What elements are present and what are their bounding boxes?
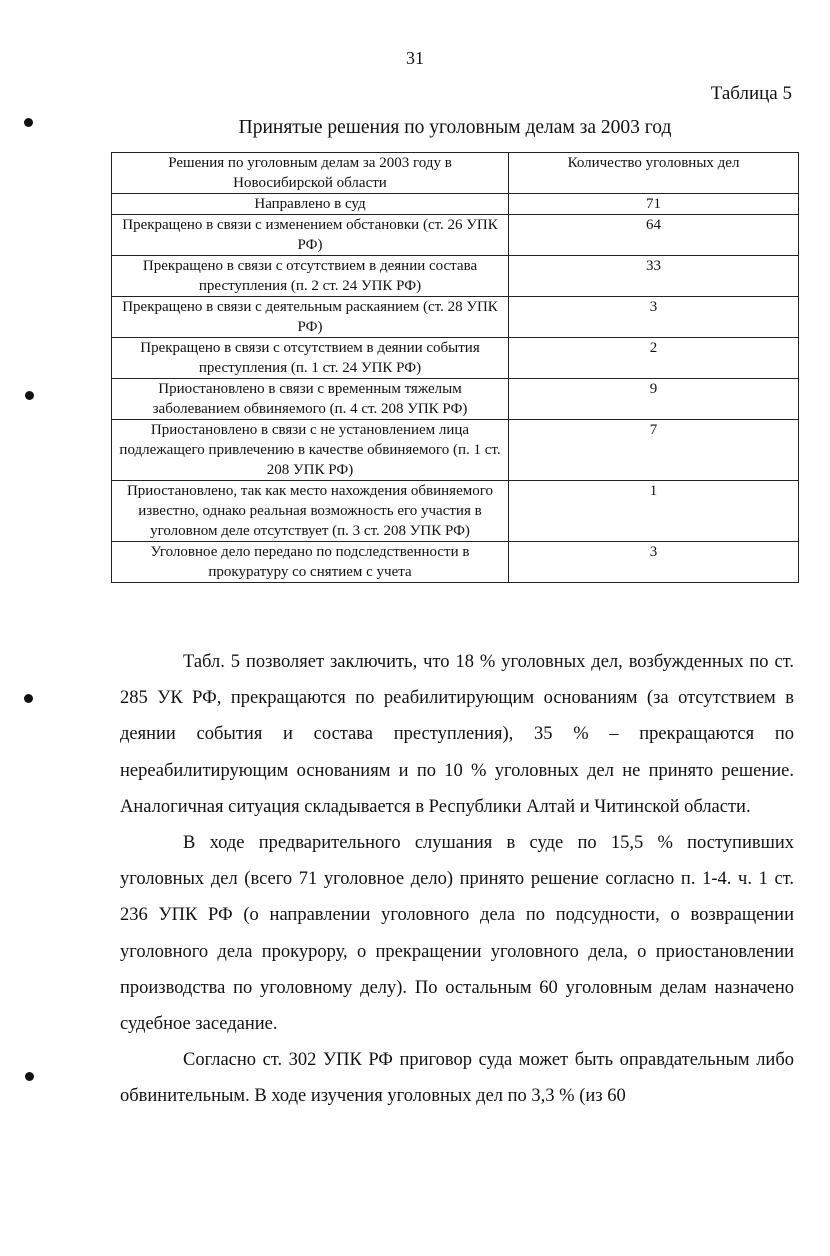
- paragraph: Согласно ст. 302 УПК РФ приговор суда может быть оправдательным либо обвинительным. В ходе изучения уголовных дел по 3,3 % (из 60: [120, 1050, 794, 1107]
- row-count: 64: [509, 215, 799, 256]
- row-decision: Приостановлено, так как место нахождения обвиняемого известно, однако реальная возможность его участия в уголовном деле отсутствует (п. 3 ст. 208 УПК РФ): [112, 481, 509, 542]
- row-decision: Прекращено в связи с отсутствием в деянии состава преступления (п. 2 ст. 24 УПК РФ): [112, 256, 509, 297]
- row-decision: Приостановлено в связи с временным тяжелым заболеванием обвиняемого (п. 4 ст. 208 УПК РФ): [112, 379, 509, 420]
- row-count: 7: [509, 420, 799, 481]
- row-decision: Прекращено в связи с деятельным раскаянием (ст. 28 УПК РФ): [112, 297, 509, 338]
- decisions-table: [111, 152, 799, 583]
- binding-hole-mark: [24, 118, 33, 127]
- table-header-row: [112, 153, 799, 194]
- table-title: Принятые решения по уголовным делам за 2003 год: [238, 117, 672, 138]
- table-row: [112, 215, 799, 256]
- binding-hole-mark: [25, 391, 34, 400]
- table-row: [112, 420, 799, 481]
- row-count: 3: [509, 542, 799, 583]
- row-decision: Направлено в суд: [112, 194, 509, 215]
- row-count: 71: [509, 194, 799, 215]
- table-row: [112, 297, 799, 338]
- row-count: 9: [509, 379, 799, 420]
- paragraph: Табл. 5 позволяет заключить, что 18 % уголовных дел, возбужденных по ст. 285 УК РФ, прекращаются по реабилитирующим основаниям (за отсутствием в деянии события и состава преступления), 35 % – прекращаются по нереабилитирующим основаниям и по 10 % уголовных дел не принято решение. Аналогичная ситуация складывается в Республики Алтай и Читинской области.: [120, 652, 794, 817]
- header-count: Количество уголовных дел: [509, 153, 799, 194]
- header-decisions: Решения по уголовным делам за 2003 году в Новосибирской области: [112, 153, 509, 194]
- table-row: [112, 379, 799, 420]
- table-row: [112, 338, 799, 379]
- paragraph: В ходе предварительного слушания в суде по 15,5 % поступивших уголовных дел (всего 71 уголовное дело) принято решение согласно п. 1-4. ч. 1 ст. 236 УПК РФ (о направлении уголовного дела по подсудности, о возвращении уголовного дела прокурору, о прекращении уголовного дела, о приостановлении производства по уголовному делу). По остальным 60 уголовным делам назначено судебное заседание.: [120, 833, 794, 1035]
- row-decision: Приостановлено в связи с не установлением лица подлежащего привлечению в качестве обвиняемого (п. 1 ст. 208 УПК РФ): [112, 420, 509, 481]
- binding-hole-mark: [25, 1072, 34, 1081]
- table-row: [112, 542, 799, 583]
- row-count: 1: [509, 481, 799, 542]
- row-count: 2: [509, 338, 799, 379]
- table-label: Таблица 5: [710, 83, 792, 104]
- page-number: 31: [406, 48, 424, 68]
- row-decision: Уголовное дело передано по подследственности в прокуратуру со снятием с учета: [112, 542, 509, 583]
- row-decision: Прекращено в связи с изменением обстановки (ст. 26 УПК РФ): [112, 215, 509, 256]
- binding-hole-mark: [24, 694, 33, 703]
- table-row: [112, 481, 799, 542]
- table-row: [112, 194, 799, 215]
- table-row: [112, 256, 799, 297]
- body-text: [120, 644, 794, 1115]
- row-count: 3: [509, 297, 799, 338]
- row-decision: Прекращено в связи с отсутствием в деянии события преступления (п. 1 ст. 24 УПК РФ): [112, 338, 509, 379]
- row-count: 33: [509, 256, 799, 297]
